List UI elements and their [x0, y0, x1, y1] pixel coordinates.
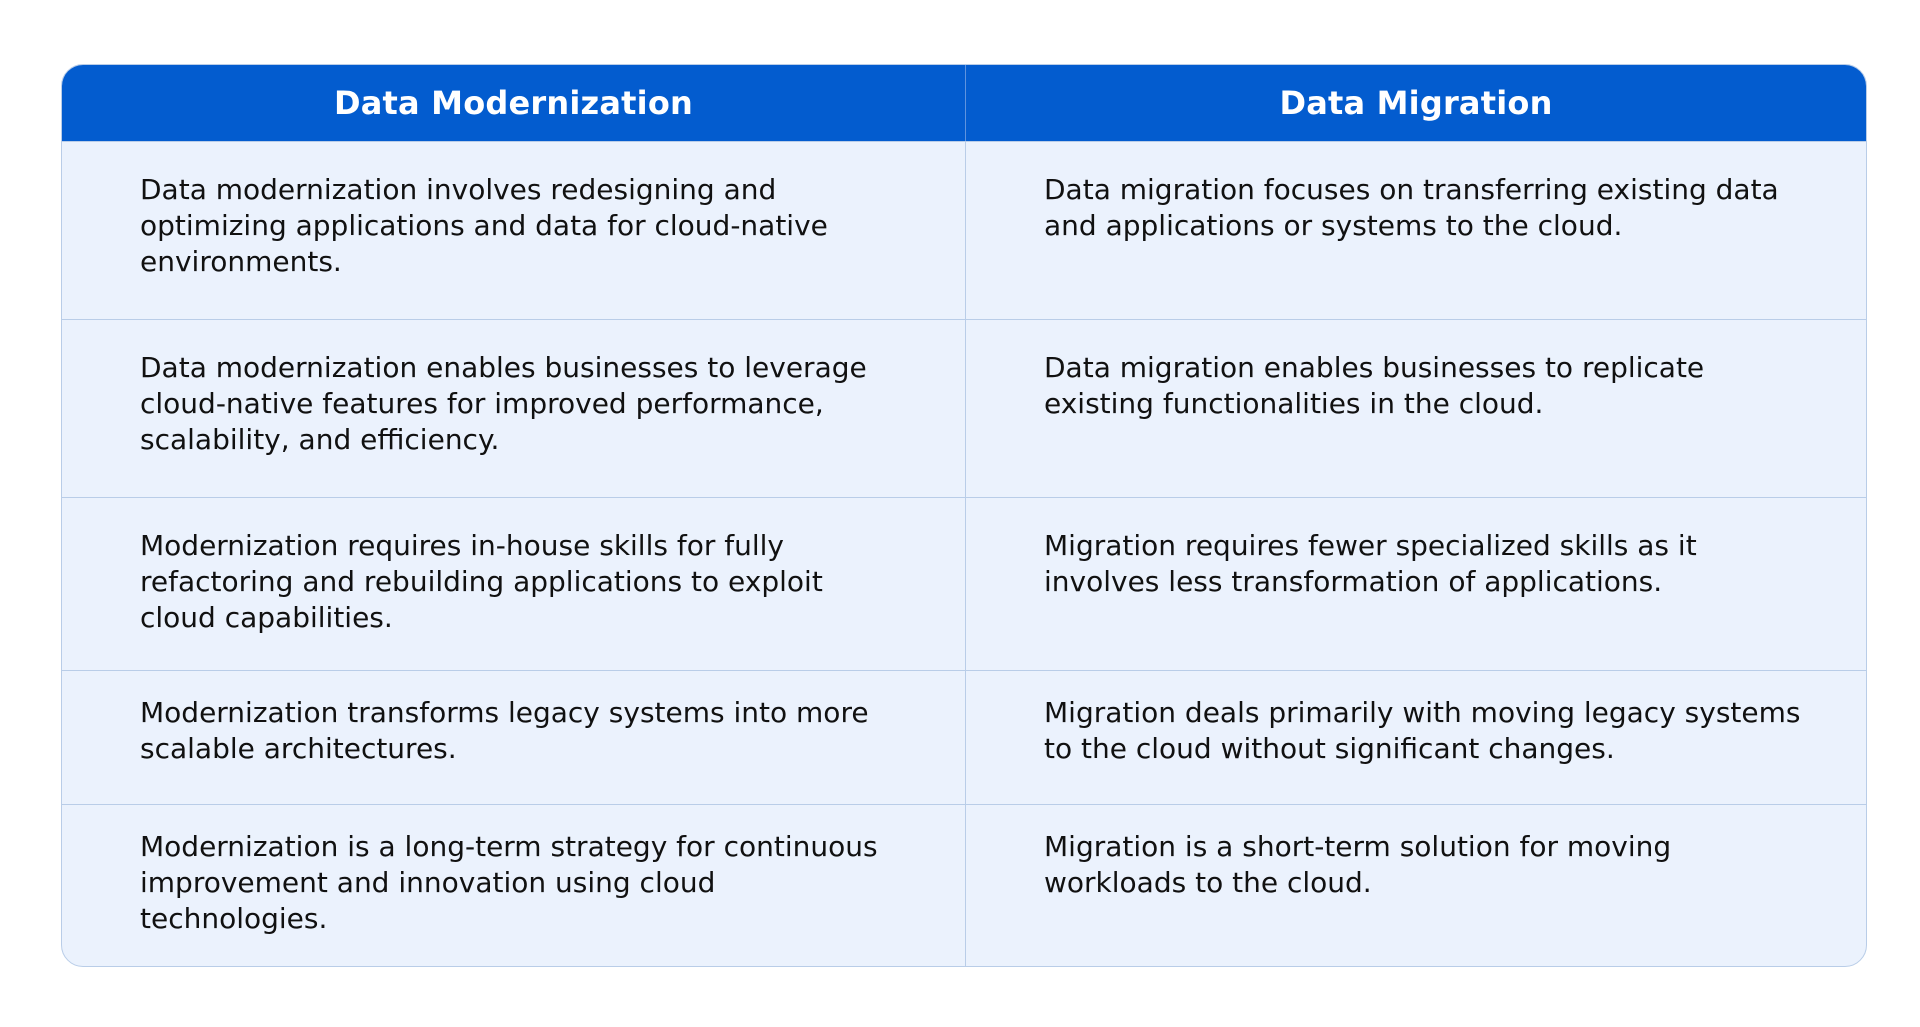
comparison-table — [61, 64, 1867, 967]
table-header — [62, 65, 1866, 141]
table-row — [62, 804, 1866, 966]
migration-cell: Data migration enables businesses to replicate existing functionalities in the cloud. — [965, 320, 1866, 497]
modernization-cell: Modernization requires in-house skills for fully refactoring and rebuilding applications to exploit cloud capabilities. — [140, 529, 823, 634]
table-row — [62, 141, 1866, 319]
table-row — [62, 497, 1866, 670]
table-row — [62, 319, 1866, 497]
table-row — [62, 670, 1866, 804]
migration-cell: Migration is a short-term solution for moving workloads to the cloud. — [965, 805, 1866, 966]
header-data-migration: Data Migration — [965, 65, 1866, 141]
migration-cell: Migration requires fewer specialized skills as it involves less transformation of applications. — [965, 498, 1866, 670]
modernization-cell: Data modernization involves redesigning and optimizing applications and data for cloud-native environments. — [140, 173, 828, 278]
modernization-cell: Modernization transforms legacy systems into more scalable architectures. — [140, 696, 869, 765]
migration-cell: Migration deals primarily with moving legacy systems to the cloud without significant changes. — [965, 671, 1866, 804]
migration-cell: Data migration focuses on transferring existing data and applications or systems to the cloud. — [965, 142, 1866, 319]
header-data-modernization: Data Modernization — [333, 84, 693, 122]
modernization-cell: Modernization is a long-term strategy for continuous improvement and innovation using cloud technologies. — [140, 830, 878, 935]
modernization-cell: Data modernization enables businesses to leverage cloud-native features for improved performance, scalability, and efficiency. — [140, 351, 867, 456]
